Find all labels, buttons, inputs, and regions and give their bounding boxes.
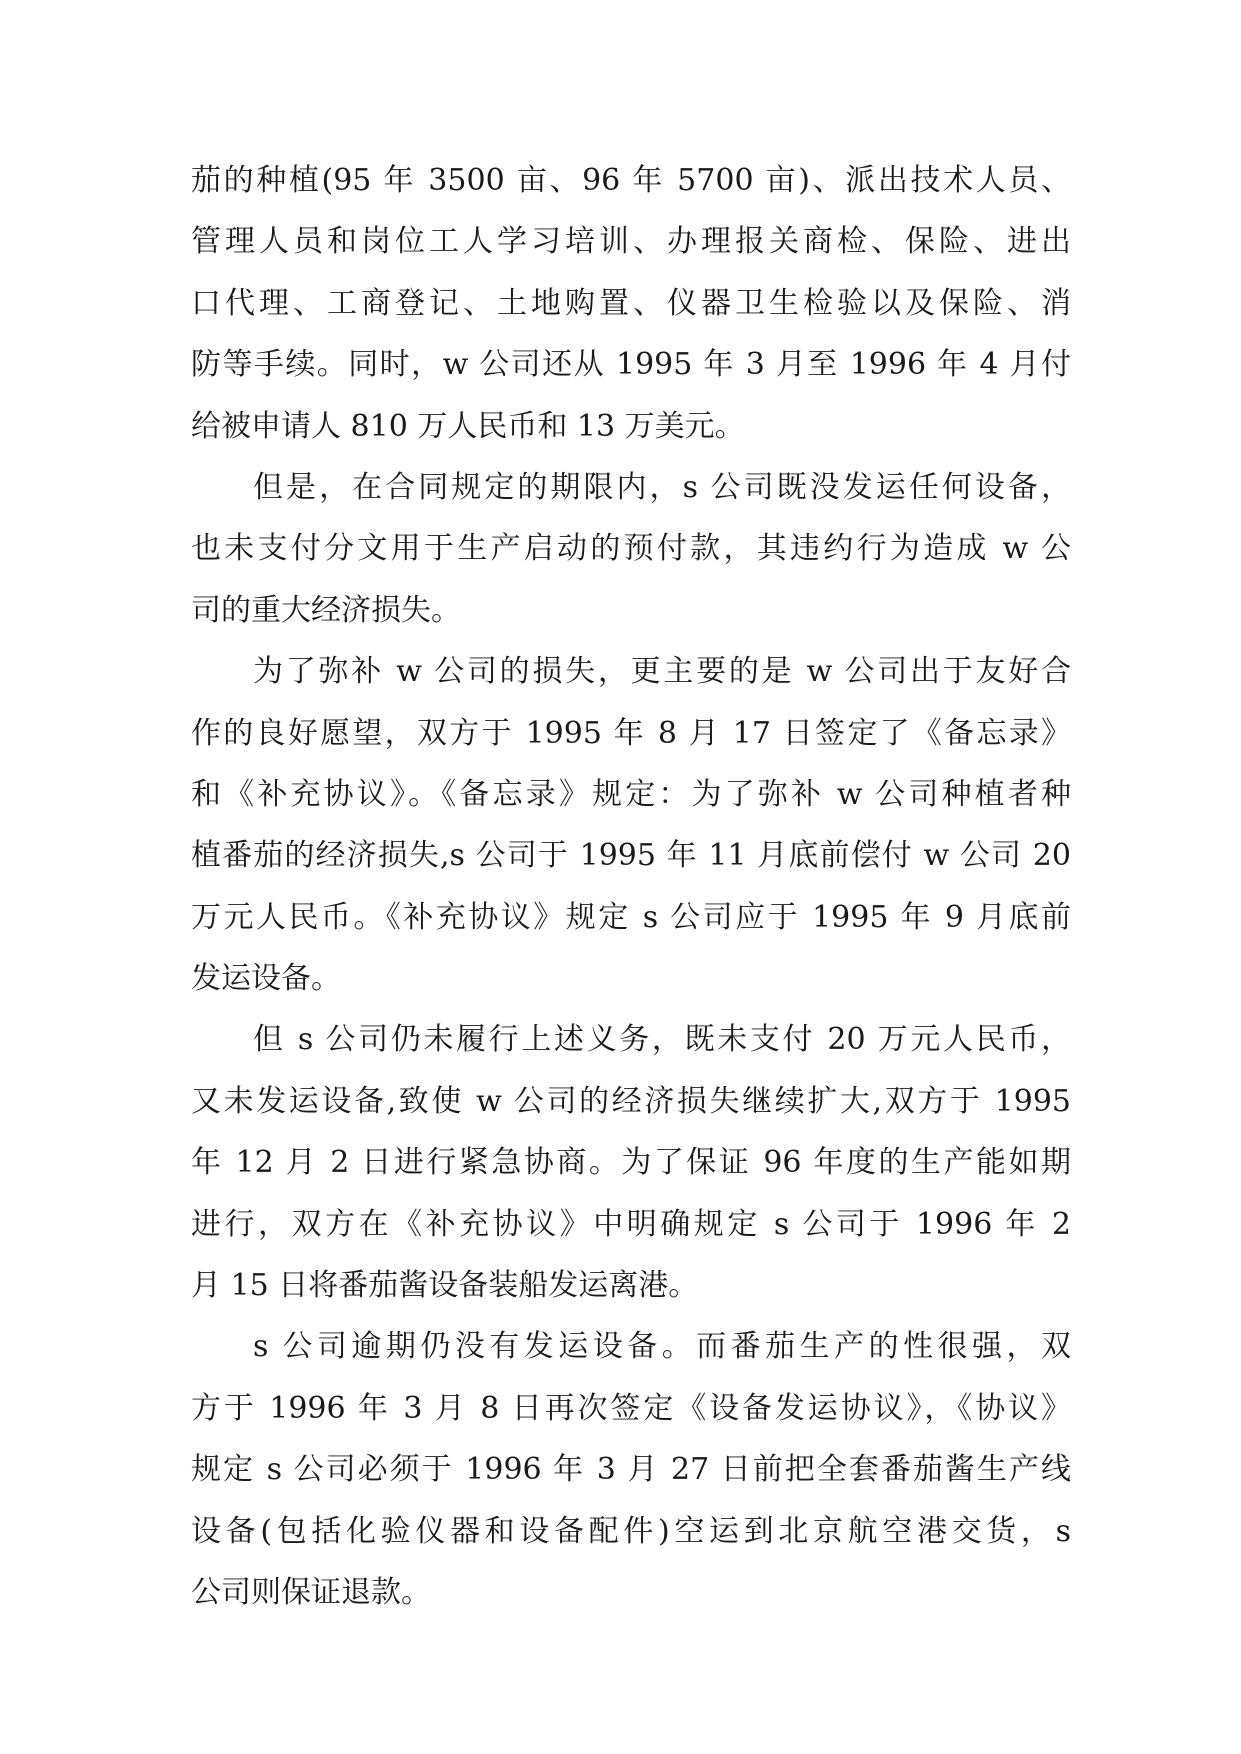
text-line: 设备(包括化验仪器和设备配件)空运到北京航空港交货，s <box>191 1513 1071 1549</box>
text-line: 月 15 日将番茄酱设备装船发运离港。 <box>191 1268 699 1304</box>
text-line: 规定 s 公司必须于 1996 年 3 月 27 日前把全套番茄酱生产线 <box>191 1452 1071 1488</box>
text-line: 年 12 月 2 日进行紧急协商。为了保证 96 年度的生产能如期 <box>191 1145 1071 1181</box>
text-line: 给被申请人 810 万人民币和 13 万美元。 <box>191 408 745 444</box>
text-line: 方于 1996 年 3 月 8 日再次签定《设备发运协议》，《协议》 <box>191 1390 1071 1426</box>
paragraph-start-line: s 公司逾期仍没有发运设备。而番茄生产的性很强，双 <box>253 1329 1071 1365</box>
text-line: 作的良好愿望，双方于 1995 年 8 月 17 日签定了《备忘录》 <box>191 715 1071 751</box>
text-line: 发运设备。 <box>191 961 341 997</box>
text-line: 又未发运设备,致使 w 公司的经济损失继续扩大,双方于 1995 <box>191 1083 1071 1119</box>
text-line: 植番茄的经济损失,s 公司于 1995 年 11 月底前偿付 w 公司 20 <box>191 838 1071 874</box>
text-line: 茄的种植(95 年 3500 亩、96 年 5700 亩)、派出技术人员、 <box>191 163 1071 198</box>
text-line: 和《补充协议》。《备忘录》规定：为了弥补 w 公司种植者种 <box>191 776 1071 812</box>
text-line: 口代理、工商登记、土地购置、仪器卫生检验以及保险、消 <box>191 285 1071 321</box>
text-line: 防等手续。同时，w 公司还从 1995 年 3 月至 1996 年 4 月付 <box>191 347 1071 383</box>
paragraph-start-line: 但 s 公司仍未履行上述义务，既未支付 20 万元人民币， <box>253 1022 1071 1058</box>
text-line: 也未支付分文用于生产启动的预付款，其违约行为造成 w 公 <box>191 531 1071 567</box>
document-body <box>191 150 1071 1623</box>
text-line: 进行，双方在《补充协议》中明确规定 s 公司于 1996 年 2 <box>191 1206 1071 1242</box>
text-line: 万元人民币。《补充协议》规定 s 公司应于 1995 年 9 月底前 <box>191 899 1071 935</box>
paragraph-start-line: 为了弥补 w 公司的损失，更主要的是 w 公司出于友好合 <box>253 654 1071 690</box>
text-line: 管理人员和岗位工人学习培训、办理报关商检、保险、进出 <box>191 224 1071 260</box>
text-line: 公司则保证退款。 <box>191 1574 431 1610</box>
paragraph-start-line: 但是，在合同规定的期限内，s 公司既没发运任何设备， <box>253 469 1071 505</box>
text-line: 司的重大经济损失。 <box>191 592 461 628</box>
